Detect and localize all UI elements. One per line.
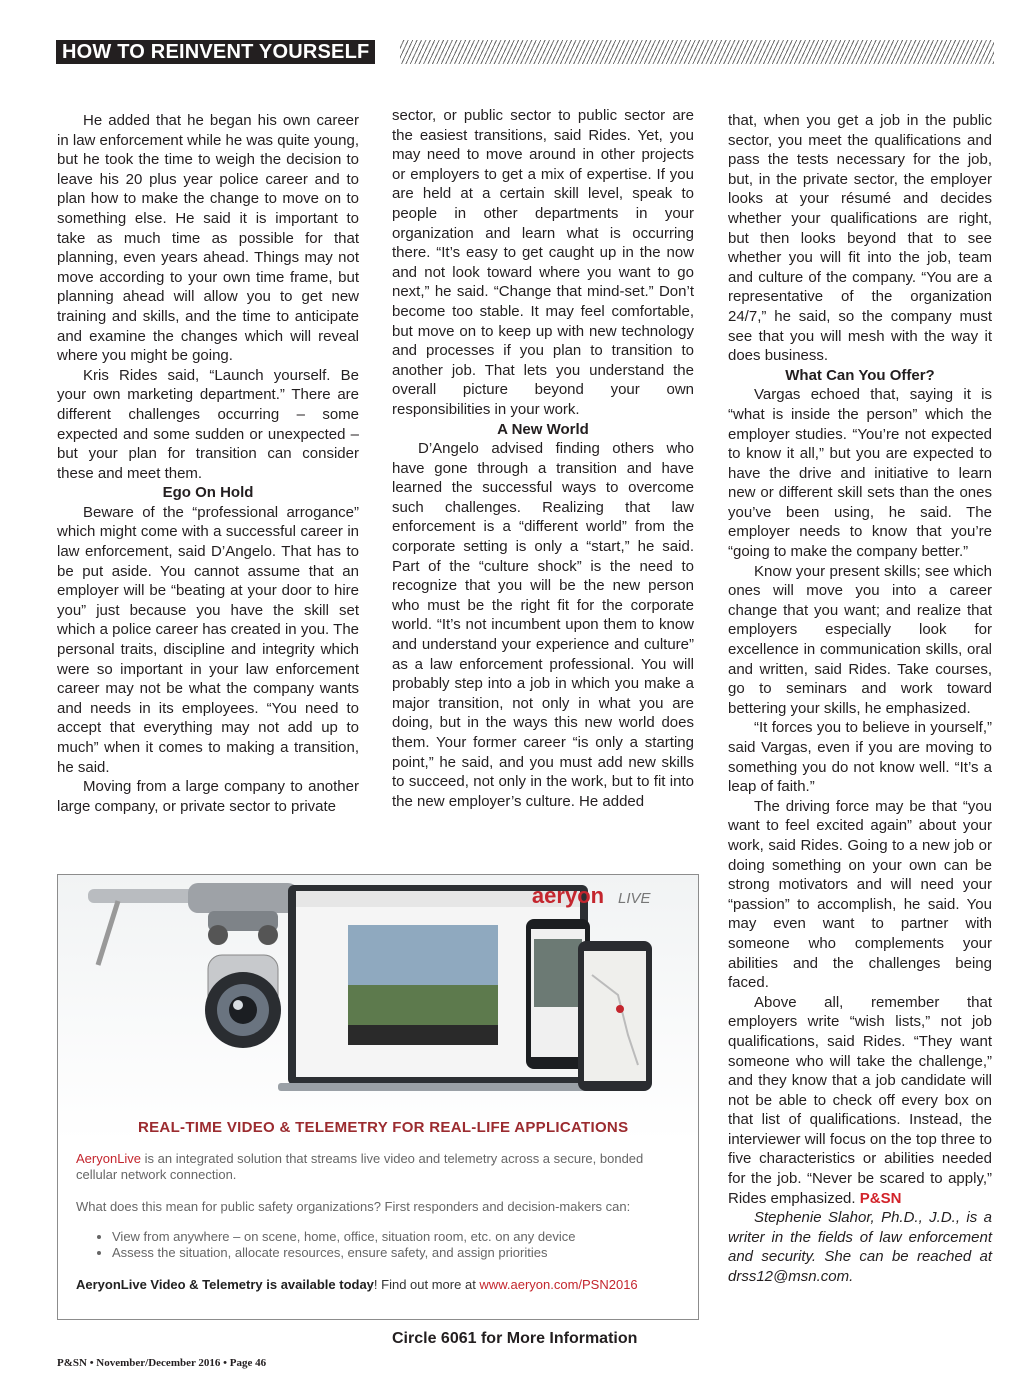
paragraph: sector, or public sector to public sector are the easiest transitions, said Rides. Yet, you may need to move around in other projects or employers to get a mix of expertise. If you are held at a certain skill level, speak to people in other departments in your organization and learn what is occurring there. “It’s easy to get caught up in the now and not look toward where you want to go next,” he said. “Change that mind-set.” Don’t become too stable. It may feel comfortable, but move on to keep up with new technology and processes if you plan to transition to another job. That lets you understand the overall picture beyond your own responsibilities in your work. [392, 107, 694, 418]
subheading-a-new-world: A New World [497, 420, 589, 438]
ad-cta-text: ! Find out more at [373, 1277, 480, 1292]
header-hatch-decoration [400, 40, 994, 64]
article-column-1 [57, 111, 359, 816]
article-column-2 [392, 106, 694, 811]
ad-headline: REAL-TIME VIDEO & TELEMETRY FOR REAL-LIFE APPLICATIONS [138, 1119, 629, 1136]
live-logo-suffix: LIVE [618, 890, 651, 907]
reader-service-circle [392, 1330, 637, 1348]
subheading-what-can-you-offer: What Can You Offer? [785, 366, 935, 384]
ad-bullet-list [96, 1229, 575, 1261]
subheading-ego-on-hold: Ego On Hold [162, 484, 254, 502]
paragraph: Vargas echoed that, saying it is “what is inside the person” which the employer studies. “You’re not expected to know it all,” but you are expected to have the drive and initiative to learn new or different skill sets than the ones you’ve been using, he said. The employer needs to know that you’re “going to make the company better.” [728, 386, 992, 561]
paragraph: He added that he began his own career in law enforcement while he was quite young, but he took the time to weigh the decision to leave his 20 plus year police career and to plan how to make the change to move on to something else. He said it is important to take as much time as possible for that planning, even years ahead. Things may not move according to your own time frame, but planning ahead will allow you to get new training and skills, and the time to anticipate and examine the changes which will reveal where you might be going. [57, 112, 359, 365]
paragraph: Kris Rides said, “Launch yourself. Be your own marketing department.” There are different challenges occurring – some expected and some sudden or unexpected – but your plan for transition can consider these and meet them. [57, 366, 359, 482]
paragraph: Beware of the “professional arrogance” which might come with a successful career in law enforcement, said D’Angelo. That has to be put aside. You cannot assume that an employer will be “beating at your door to hire you” just because you have the skill set which a police career has created in you. The personal traits, discipline and integrity which were so important in your law enforcement career may not be what the company wants and needs in its employees. “You need to accept that everything may not add up to much” when it comes to making a transition, he said. [57, 503, 359, 776]
ad-bullet: • Assess the situation, allocate resources, ensure safety, and assign priorities [112, 1245, 575, 1261]
section-header [56, 40, 994, 64]
page-footer: P&SN • November/December 2016 • Page 46 [57, 1357, 267, 1369]
ad-bullet: • View from anywhere – on scene, home, office, situation room, etc. on any device [112, 1229, 575, 1245]
paragraph: “It forces you to believe in yourself,” said Vargas, even if you are moving to something you do not know well. “It’s a leap of faith.” [728, 719, 992, 796]
ad-intro [76, 1151, 676, 1183]
circle-label-suffix: for More Information [476, 1330, 638, 1347]
ad-url-link[interactable]: www.aeryon.com/PSN2016 [479, 1277, 638, 1292]
section-title: HOW TO REINVENT YOURSELF [56, 40, 375, 64]
paragraph: Know your present skills; see which ones will move you into a career change that you want; and realize that employers especially look for excellence in communication skills, oral and written, said Rides. Take courses, go to seminars and work toward bettering your skills, he emphasized. [728, 562, 992, 717]
paragraph: The driving force may be that “you want to feel excited again” about your work, said Rides. Going to a new job or doing something on your own can be strong motivators and will need your “passion” to accomplish, he said. You may even want to partner with someone who complements your abilities and the challenges being faced. [728, 797, 992, 992]
circle-label: Circle [392, 1330, 441, 1347]
paragraph: D’Angelo advised finding others who have gone through a transition and have learned the successful ways to overcome such challenges. Realizing that law enforcement is a “different world” from the corporate setting is only a “start,” he said. Part of the “culture shock” is the need to recognize that you will be the new person who must be the right fit for the corporate world. “It’s not incumbent upon them to know and understand your experience and culture” as a law enforcement professional. You will probably step into a job in which you make a major transition, not only in what you are doing, but in the ways this new world does them. Your former career “is only a starting point,” he said, and you must add new skills to succeed, not only in the work, but to fit into the new employer’s culture. He added [392, 440, 694, 810]
article-column-3 [728, 111, 992, 1287]
author-byline: Stephenie Slahor, Ph.D., J.D., is a writer in the fields of law enforcement and security. She can be reached at drss12@msn.com. [728, 1209, 992, 1286]
aeryon-logo: aeryon [531, 883, 605, 908]
paragraph: that, when you get a job in the public sector, you meet the qualifications and pass the tests necessary for the job, but, in the private sector, the employer looks at your résumé and decides whether your qualifications are right, but then looks beyond that to see whether you will fit into the job, team and culture of the company. “You are a representative of the organization 24/7,” he said, so the company must see that you will mesh with the way it does business. [728, 112, 992, 365]
advertisement[interactable] [57, 874, 699, 1320]
ad-cta-bold: AeryonLive Video & Telemetry is available today [76, 1277, 374, 1292]
paragraph: Moving from a large company to another large company, or private sector to private [57, 778, 359, 815]
ad-intro-rest: is an integrated solution that streams live video and telemetry across a secure, bonded cellular network connection. [76, 1151, 644, 1182]
ad-question: What does this mean for public safety organizations? First responders and decision-makers can: [76, 1199, 631, 1214]
paragraph [728, 993, 992, 1209]
ad-intro-brand: AeryonLive [76, 1151, 142, 1166]
ad-visual [58, 875, 698, 1105]
ad-call-to-action [76, 1277, 638, 1292]
tablet-image [578, 941, 652, 1091]
end-mark-logo: P&SN [859, 1189, 902, 1207]
paragraph-text: Above all, remember that employers write “wish lists,” not job qualifications, said Rides. “They want someone who will take the challenge,” and they know that a job candidate will not be able to check off every box on that list of qualifications. Instead, the interviewer will focus on the top three to five characteristics or abilities needed for the job. “Never be scared to apply,” Rides emphasized. [728, 993, 992, 1207]
circle-number: 6061 [440, 1330, 477, 1347]
